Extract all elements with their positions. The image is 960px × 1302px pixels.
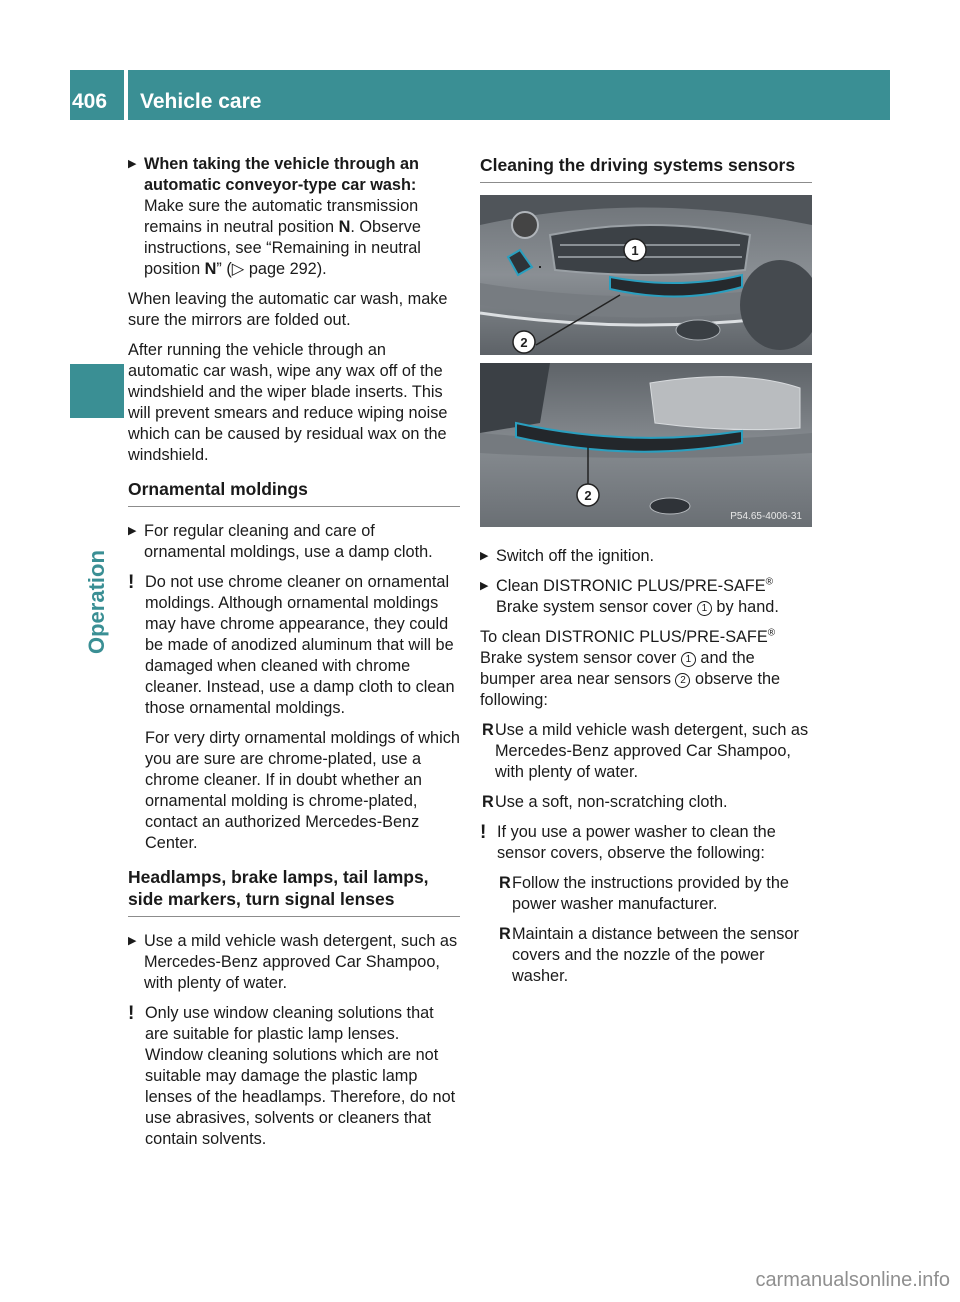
registered-mark: ® [765, 576, 773, 588]
step-arrow-icon: ▶ [128, 525, 137, 537]
step-text: Brake system sensor cover [496, 598, 697, 616]
image-code: P54.65-4006-31 [730, 511, 802, 522]
paragraph-text: and the bumper area near sensors [480, 649, 755, 688]
step-clean-cover [480, 576, 812, 618]
step-text: by hand. [711, 598, 779, 616]
paragraph-wax: After running the vehicle through an automatic car wash, wipe any wax off of the windshield and the wiper blade inserts. This will prevent smears and reduce wiping noise which can be caused by residual wax on the windshield. [128, 341, 448, 464]
left-column [128, 154, 460, 1159]
page-title: Vehicle care [140, 90, 262, 113]
registered-mark: ® [767, 627, 776, 639]
warning-chrome [128, 572, 460, 719]
warning-lamp-lenses [128, 1003, 460, 1150]
heading-lamps: Headlamps, brake lamps, tail lamps, side markers, turn signal lenses [128, 866, 460, 917]
step-text: Switch off the ignition. [496, 547, 655, 565]
step-text: Use a mild vehicle wash detergent, such as Mercedes-Benz approved Car Shampoo, with plenty of water. [144, 932, 458, 992]
bullet-cloth [480, 792, 812, 813]
sensor-illustration [480, 195, 812, 527]
bullet-text: Use a soft, non-scratching cloth. [495, 793, 728, 811]
front-bumper-photo [480, 195, 812, 355]
step-arrow-icon: ▶ [128, 158, 137, 170]
right-column [480, 154, 812, 996]
header-page-number-box [70, 70, 124, 120]
bullet-marker: R [482, 721, 494, 739]
callout-2-front: 2 [520, 335, 528, 350]
bullet-text: Use a mild vehicle wash detergent, such as Mercedes-Benz approved Car Shampoo, with plenty of water. [495, 721, 809, 781]
bullet-text: Maintain a distance between the sensor covers and the nozzle of the power washer. [512, 925, 799, 985]
callout-1-ref: 1 [697, 601, 712, 616]
gear-n: N [204, 260, 217, 278]
gear-n: N [338, 218, 351, 236]
sub-bullet-distance [480, 924, 812, 987]
step-text: . Observe instructions, see “Remaining in neutral position [144, 218, 421, 278]
section-marker [70, 364, 124, 418]
warning-text: Do not use chrome cleaner on ornamental moldings. Although ornamental moldings may have chrome appearance, they could be made of anodized aluminum that will be damaged when cleaned with chrome cleaner. Instead, use a damp cloth to clean those ornamental moldings. [145, 573, 455, 717]
callout-1-front: 1 [631, 243, 639, 258]
warning-icon: ! [480, 822, 487, 843]
step-arrow-icon: ▶ [480, 550, 489, 562]
warning-text: If you use a power washer to clean the sensor covers, observe the following: [497, 823, 776, 862]
step-ignition-off [480, 546, 812, 567]
warning-icon: ! [128, 1003, 135, 1024]
bullet-marker: R [499, 925, 511, 943]
page-number: 406 [72, 90, 108, 113]
paragraph-text: To clean DISTRONIC PLUS/PRE-SAFE [480, 628, 768, 646]
heading-sensors: Cleaning the driving systems sensors [480, 154, 812, 183]
callout-2-ref: 2 [675, 673, 690, 688]
paragraph-mirrors: When leaving the automatic car wash, make sure the mirrors are folded out. [128, 290, 448, 329]
page-reference: ” (▷ page 292). [216, 260, 327, 278]
step-text: Make sure the automatic transmission remains in neutral position [144, 197, 419, 236]
watermark: carmanualsonline.info [755, 1269, 950, 1291]
step-text: For regular cleaning and care of ornamental moldings, use a damp cloth. [144, 522, 433, 561]
bullet-marker: R [499, 874, 511, 892]
warning-text: Only use window cleaning solutions that are suitable for plastic lamp lenses. Window cleaning solutions which are not suitable may damage the plastic lamp lenses of the headlamps. Therefore, do not use abrasives, solvents or cleaners that contain solvents. [145, 1004, 456, 1148]
step-title: When taking the vehicle through an automatic conveyor-type car wash: [144, 155, 419, 194]
warning-icon: ! [128, 572, 135, 593]
sub-bullet-instructions [480, 873, 812, 915]
warning-power-washer [480, 822, 812, 864]
paragraph-text: observe the following: [480, 670, 781, 709]
rear-bumper-photo [480, 363, 812, 527]
paragraph-clean-sensors [480, 627, 812, 711]
bullet-text: Follow the instructions provided by the power washer manufacturer. [512, 874, 789, 913]
step-text: Clean DISTRONIC PLUS/PRE-SAFE [496, 577, 766, 595]
warning-continuation: For very dirty ornamental moldings of which you are sure are chrome-plated, use a chrome cleaner. If in doubt whether an ornamental molding is chrome-plated, contact an authorized Mercedes-Benz Center. [145, 729, 460, 852]
header-title-bar [128, 70, 890, 120]
bullet-marker: R [482, 793, 494, 811]
step-lamps [128, 931, 460, 994]
bullet-detergent [480, 720, 812, 783]
step-arrow-icon: ▶ [480, 580, 489, 592]
paragraph-text: Brake system sensor cover [480, 649, 681, 667]
step-arrow-icon: ▶ [128, 935, 137, 947]
callout-1-ref: 1 [681, 652, 696, 667]
callout-2-rear: 2 [584, 488, 592, 503]
step-conveyor-wash [128, 154, 460, 280]
step-ornamental [128, 521, 460, 563]
section-label: Operation [84, 550, 109, 654]
heading-ornamental: Ornamental moldings [128, 478, 460, 507]
